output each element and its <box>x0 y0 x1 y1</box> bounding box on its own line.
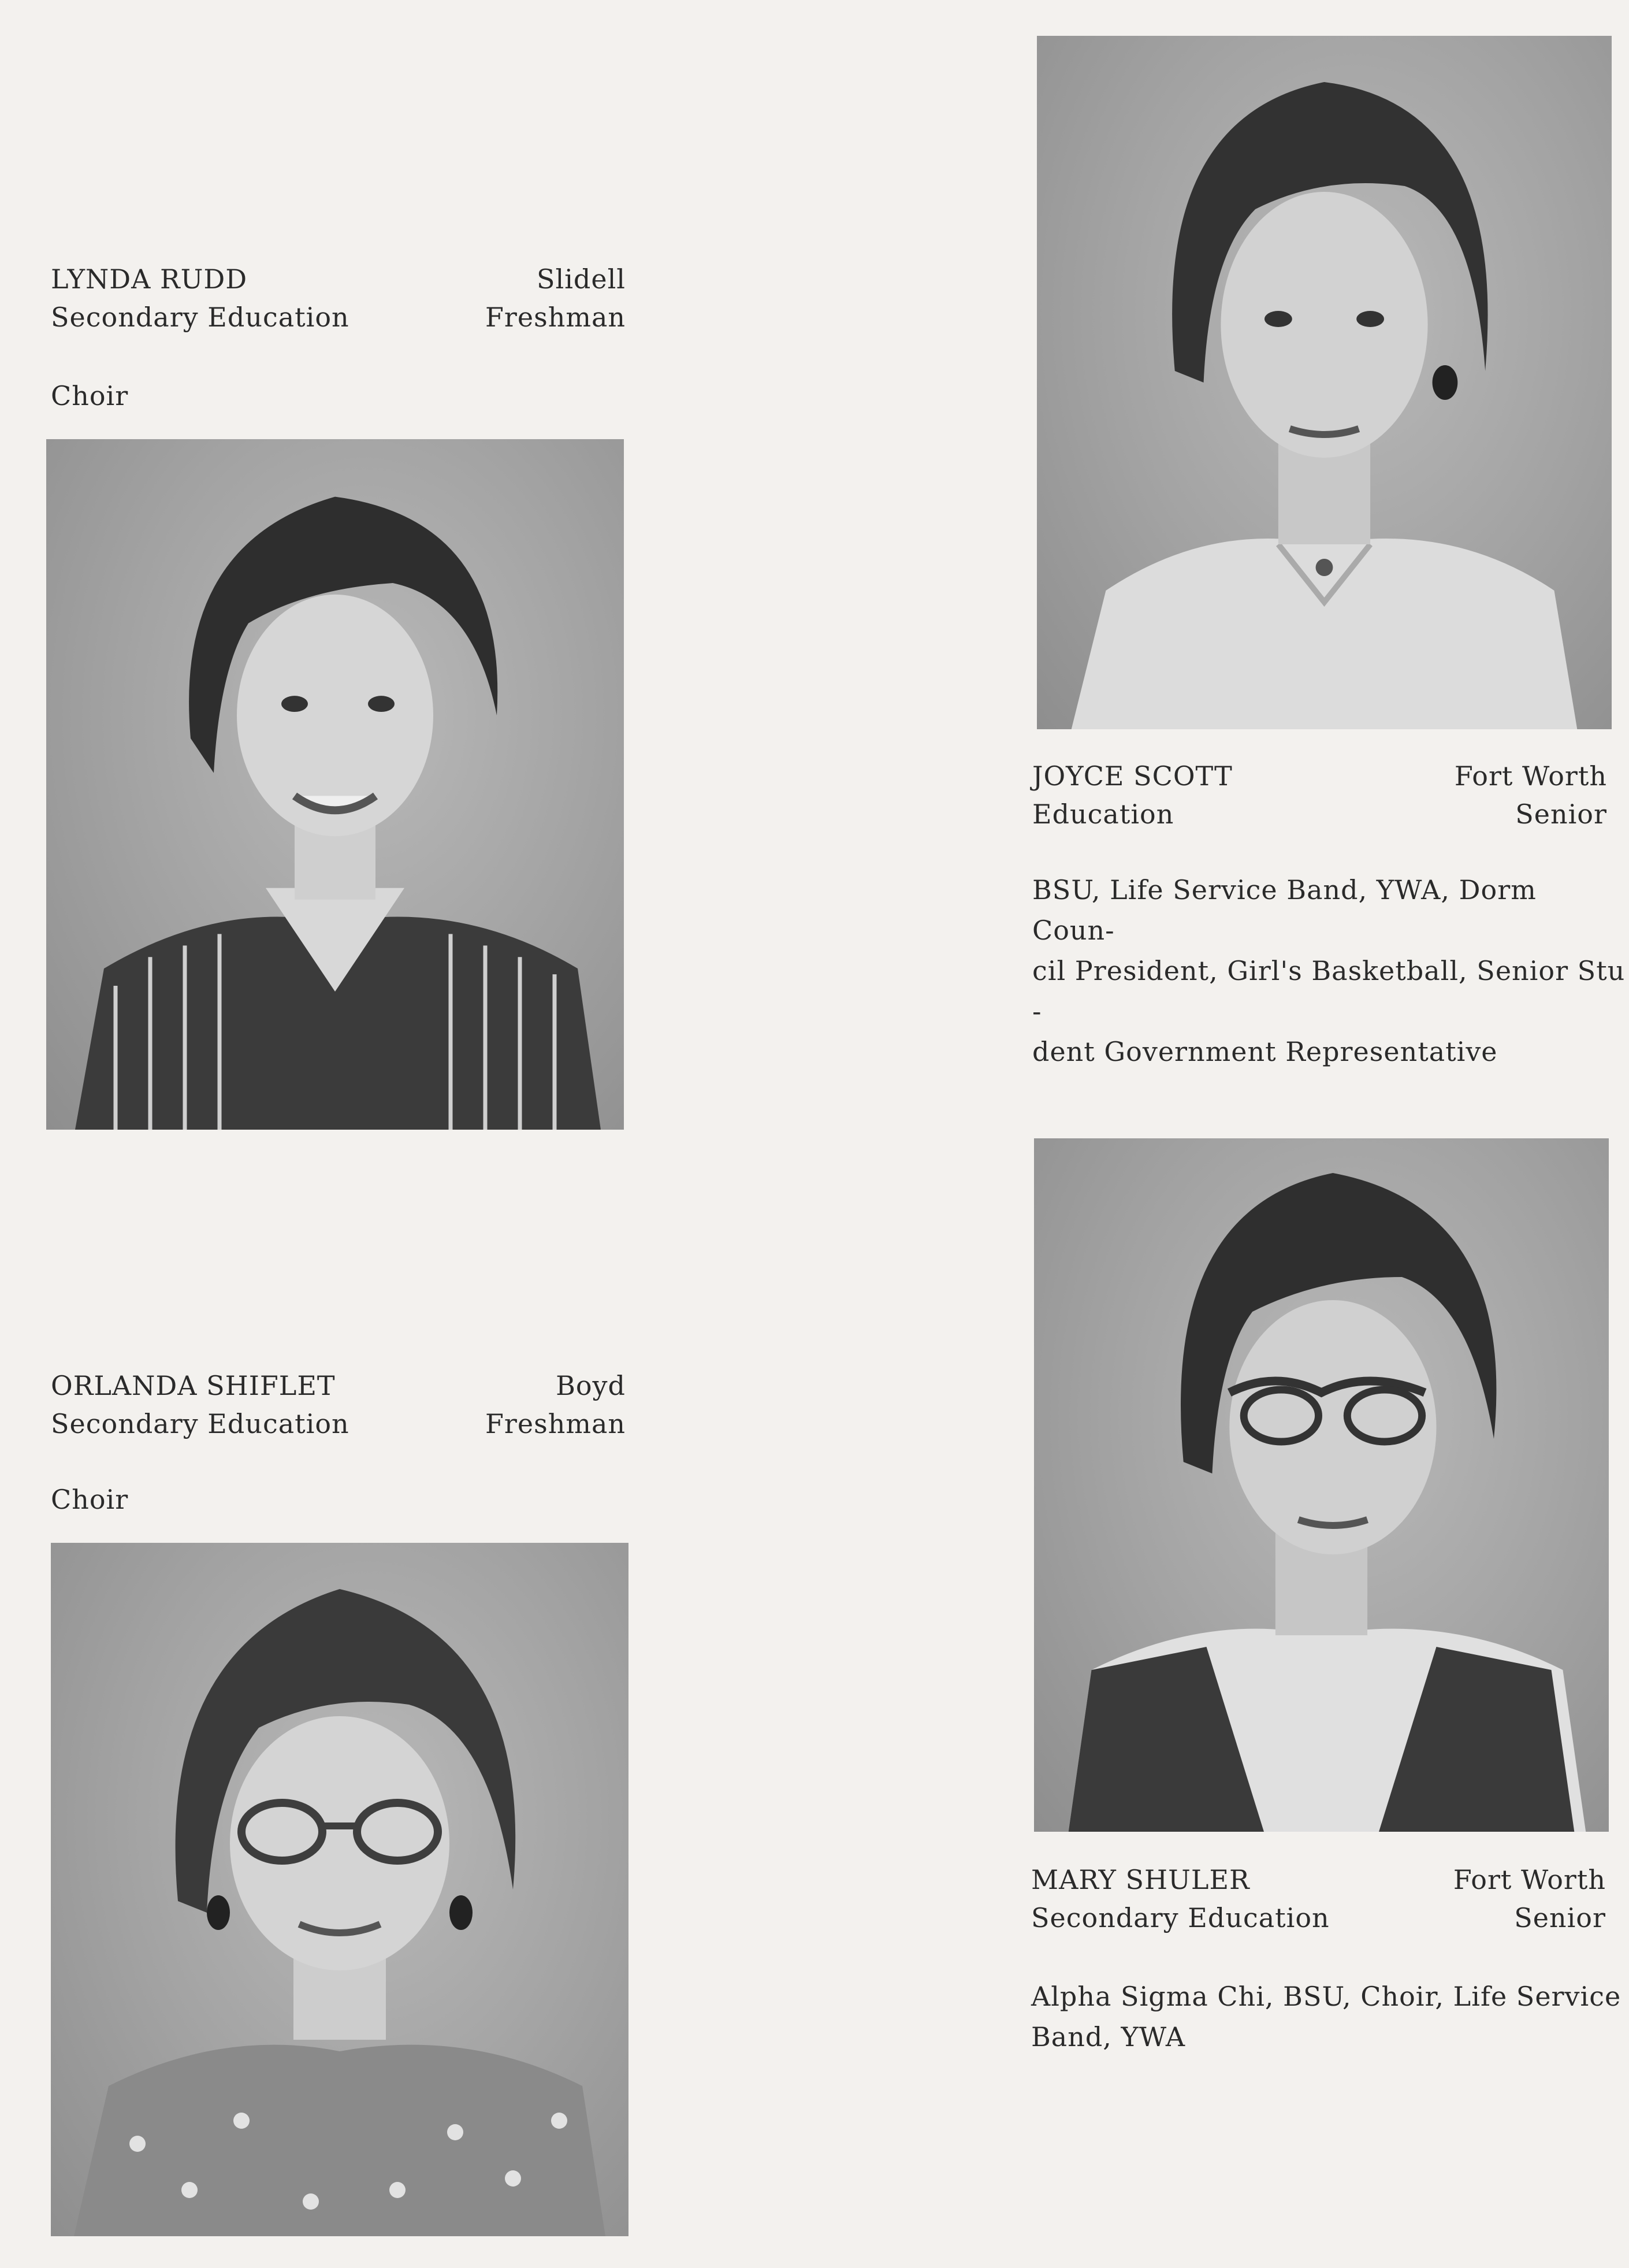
activities-line: dent Government Representative <box>1032 1036 1498 1067</box>
student-name: MARY SHULER <box>1031 1864 1250 1895</box>
activities-line: BSU, Life Service Band, YWA, Dorm Coun- <box>1032 874 1537 946</box>
student-hometown: Slidell <box>536 263 626 295</box>
student-major: Secondary Education <box>1031 1902 1330 1933</box>
student-hometown: Boyd <box>556 1370 626 1401</box>
activities-line: Band, YWA <box>1031 2021 1186 2052</box>
student-caption-rudd <box>51 260 626 336</box>
activities-line: cil President, Girl's Basketball, Senior Stu - <box>1032 955 1626 1027</box>
student-hometown: Fort Worth <box>1453 1864 1606 1895</box>
student-classification: Freshman <box>485 302 626 333</box>
portrait-photo-rudd <box>46 439 624 1130</box>
portrait-photo-shiflet <box>51 1543 628 2236</box>
activities-line: Alpha Sigma Chi, BSU, Choir, Life Service <box>1031 1981 1621 2012</box>
student-classification: Freshman <box>485 1408 626 1439</box>
student-name: LYNDA RUDD <box>51 263 248 295</box>
student-caption-scott <box>1032 757 1607 833</box>
student-major: Secondary Education <box>51 1408 349 1439</box>
portrait-photo-scott <box>1037 36 1612 729</box>
student-activities: Choir <box>51 1484 129 1515</box>
student-activities <box>1032 870 1627 1072</box>
student-caption-shuler <box>1031 1861 1606 1937</box>
student-major: Secondary Education <box>51 302 349 333</box>
student-classification: Senior <box>1514 1902 1606 1933</box>
student-name: JOYCE SCOTT <box>1032 760 1233 792</box>
portrait-photo-shuler <box>1034 1138 1609 1832</box>
student-activities: Choir <box>51 380 129 411</box>
student-major: Education <box>1032 799 1174 830</box>
student-activities <box>1031 1976 1626 2057</box>
student-name: ORLANDA SHIFLET <box>51 1370 336 1401</box>
student-caption-shiflet <box>51 1367 626 1443</box>
student-classification: Senior <box>1515 799 1607 830</box>
student-hometown: Fort Worth <box>1454 760 1607 792</box>
